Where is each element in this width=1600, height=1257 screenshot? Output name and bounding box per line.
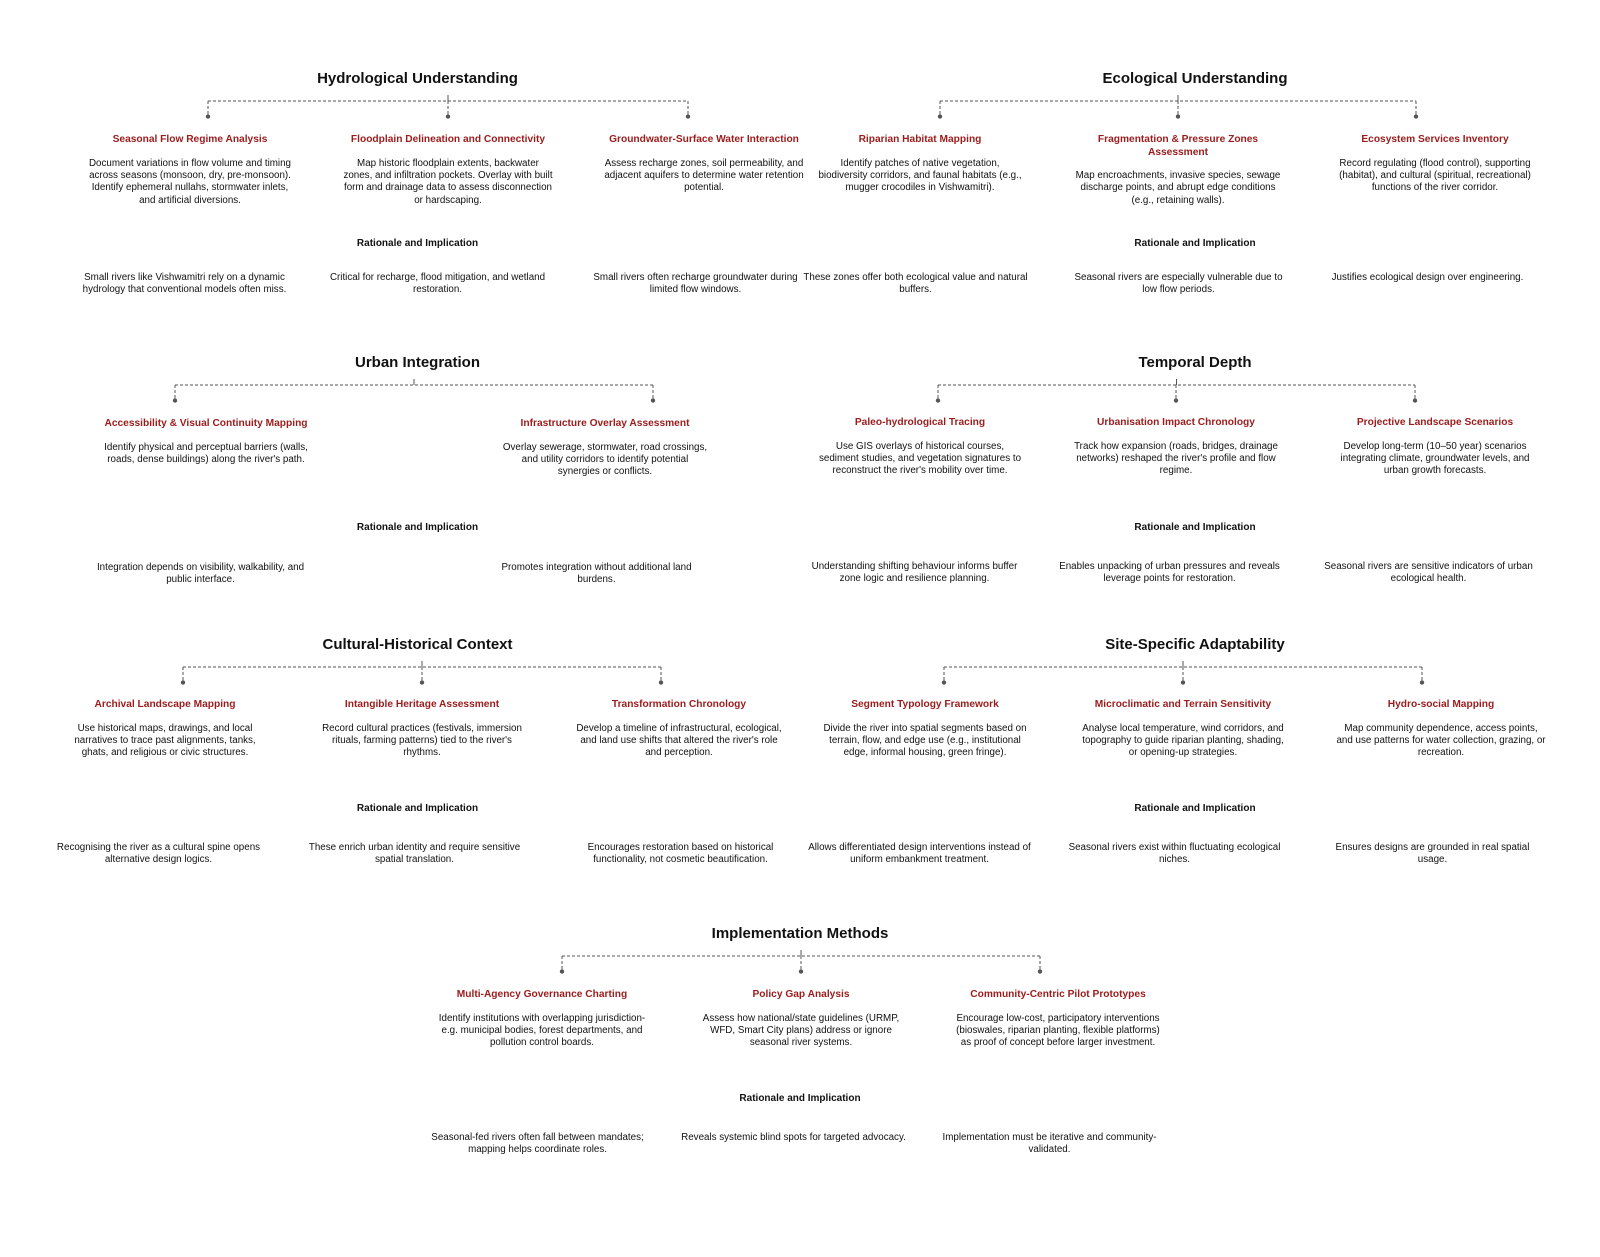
connector-node <box>799 969 803 973</box>
method-title: Fragmentation & Pressure Zones Assessment <box>1097 134 1259 158</box>
method-card <box>343 134 553 207</box>
method-description: Identify physical and perceptual barriers (walls, roads, dense buildings) along the river's path. <box>104 441 308 465</box>
implication-text: Small rivers often recharge groundwater during limited flow windows. <box>593 272 798 296</box>
method-card <box>437 989 647 1050</box>
implication-text: Implementation must be iterative and community-validated. <box>942 1132 1157 1156</box>
method-title: Microclimatic and Terrain Sensitivity <box>1094 699 1272 710</box>
method-card <box>1078 699 1288 760</box>
section-title: Ecological Understanding <box>1102 70 1288 87</box>
method-title: Paleo-hydrological Tracing <box>854 417 986 428</box>
implication-text: Seasonal rivers are sensitive indicators of urban ecological health. <box>1324 561 1533 585</box>
connector-node <box>1413 398 1417 402</box>
method-description: Identify patches of native vegetation, biodiversity corridors, and faunal habitats (e.g., mugger crocodiles in Vishwamitri). <box>818 157 1022 194</box>
section-1 <box>803 70 1575 360</box>
rationale-label: Rationale and Implication <box>1134 522 1256 533</box>
method-card <box>500 418 710 479</box>
method-title: Projective Landscape Scenarios <box>1356 417 1514 428</box>
method-title: Groundwater-Surface Water Interaction <box>609 134 799 145</box>
implication-text: These enrich urban identity and require sensitive spatial translation. <box>308 842 521 866</box>
method-card <box>317 699 527 760</box>
rationale-label: Rationale and Implication <box>1134 803 1256 814</box>
rationale-label: Rationale and Implication <box>739 1093 861 1104</box>
method-card <box>574 699 784 760</box>
section-title: Site-Specific Adaptability <box>1105 636 1285 653</box>
method-title: Ecosystem Services Inventory <box>1361 134 1509 145</box>
implication-text: Understanding shifting behaviour informs buffer zone logic and resilience planning. <box>811 561 1018 585</box>
implication-text: Integration depends on visibility, walkability, and public interface. <box>96 562 305 586</box>
connector-node <box>659 680 663 684</box>
implication-text: Encourages restoration based on historical functionality, not cosmetic beautification. <box>587 842 774 866</box>
section-2 <box>30 354 805 644</box>
connector-bracket <box>30 354 805 414</box>
method-title: Community-Centric Pilot Prototypes <box>970 989 1146 1000</box>
method-title: Floodplain Delineation and Connectivity <box>350 134 546 145</box>
method-card <box>1071 417 1281 478</box>
implication-text: Small rivers like Vishwamitri rely on a dynamic hydrology that conventional models often miss. <box>82 272 287 296</box>
implication-text: These zones offer both ecological value and natural buffers. <box>803 272 1028 296</box>
method-title: Segment Typology Framework <box>851 699 999 710</box>
method-description: Record regulating (flood control), supporting (habitat), and cultural (spiritual, recreational) functions of the river corridor. <box>1339 157 1531 194</box>
connector-node <box>173 398 177 402</box>
connector-node <box>1181 680 1185 684</box>
method-title: Multi-Agency Governance Charting <box>456 989 628 1000</box>
connector-bracket <box>815 354 1575 414</box>
method-description: Analyse local temperature, wind corridors, and topography to guide riparian planting, shading, or opening-up strategies. <box>1082 722 1284 759</box>
method-description: Develop a timeline of infrastructural, ecological, and land use shifts that altered the river's role and perception. <box>576 722 782 759</box>
implication-text: Reveals systemic blind spots for targeted advocacy. <box>681 1132 906 1143</box>
method-card <box>815 134 1025 195</box>
method-card <box>953 989 1163 1050</box>
method-description: Map community dependence, access points, and use patterns for water collection, grazing, or recreation. <box>1336 722 1546 759</box>
section-title: Temporal Depth <box>1138 354 1252 371</box>
method-card <box>101 418 311 466</box>
connector-node <box>686 114 690 118</box>
method-card <box>1330 417 1540 478</box>
connector-node <box>1038 969 1042 973</box>
connector-node <box>1176 114 1180 118</box>
method-card <box>60 699 270 760</box>
connector-node <box>1420 680 1424 684</box>
method-description: Map encroachments, invasive species, sewage discharge points, and abrupt edge conditions (e.g., retaining walls). <box>1075 170 1281 206</box>
method-description: Use historical maps, drawings, and local narratives to trace past alignments, tanks, ghats, and religious or civic structures. <box>74 722 256 759</box>
connector-node <box>1174 398 1178 402</box>
connector-bracket <box>30 636 805 696</box>
implication-text: Seasonal rivers exist within fluctuating ecological niches. <box>1068 842 1281 866</box>
implication-text: Justifies ecological design over engineering. <box>1331 272 1524 283</box>
connector-bracket <box>815 636 1575 696</box>
implication-text: Critical for recharge, flood mitigation, and wetland restoration. <box>329 272 546 296</box>
connector-node <box>181 680 185 684</box>
connector-node <box>651 398 655 402</box>
implication-text: Allows differentiated design interventions instead of uniform embankment treatment. <box>808 842 1031 866</box>
rationale-label: Rationale and Implication <box>356 803 479 814</box>
connector-node <box>560 969 564 973</box>
implication-text: Seasonal rivers are especially vulnerable due to low flow periods. <box>1074 272 1283 296</box>
implication-text: Promotes integration without additional land burdens. <box>501 562 692 586</box>
section-5 <box>808 636 1575 926</box>
section-title: Cultural-Historical Context <box>322 636 513 653</box>
method-title: Accessibility & Visual Continuity Mapping <box>104 418 308 429</box>
method-card <box>820 699 1030 760</box>
method-card <box>599 134 809 195</box>
connector-bracket <box>430 925 1170 985</box>
method-title: Archival Landscape Mapping <box>94 699 236 710</box>
method-card <box>1336 699 1546 760</box>
connector-bracket <box>815 70 1575 130</box>
section-title: Urban Integration <box>354 354 480 371</box>
method-title: Infrastructure Overlay Assessment <box>520 418 690 429</box>
method-description: Develop long-term (10–50 year) scenarios integrating climate, groundwater levels, and urban growth forecasts. <box>1340 440 1530 477</box>
method-description: Assess how national/state guidelines (URMP, WFD, Smart City plans) address or ignore seasonal river systems. <box>702 1012 900 1049</box>
section-6 <box>430 925 1170 1215</box>
connector-node <box>446 114 450 118</box>
rationale-label: Rationale and Implication <box>1134 238 1256 249</box>
method-description: Divide the river into spatial segments based on terrain, flow, and edge use (e.g., institutional edge, informal housing, green fringe). <box>823 722 1027 759</box>
method-description: Map historic floodplain extents, backwater zones, and infiltration pockets. Overlay with built form and drainage data to assess disconnection or hardscaping. <box>343 157 553 206</box>
connector-node <box>942 680 946 684</box>
method-card <box>85 134 295 207</box>
implication-text: Enables unpacking of urban pressures and reveals leverage points for restoration. <box>1059 561 1280 585</box>
method-description: Encourage low-cost, participatory interventions (bioswales, riparian planting, flexible platforms) as proof of concept before larger investment. <box>956 1012 1160 1049</box>
method-title: Seasonal Flow Regime Analysis <box>112 134 268 145</box>
section-title: Hydrological Understanding <box>317 70 518 87</box>
rationale-label: Rationale and Implication <box>356 238 479 249</box>
method-description: Track how expansion (roads, bridges, drainage networks) reshaped the river's profile and flow regime. <box>1074 440 1278 477</box>
method-title: Policy Gap Analysis <box>752 989 850 1000</box>
connector-node <box>206 114 210 118</box>
method-card <box>696 989 906 1050</box>
section-title: Implementation Methods <box>711 925 889 942</box>
method-title: Intangible Heritage Assessment <box>344 699 500 710</box>
connector-node <box>1414 114 1418 118</box>
implication-text: Ensures designs are grounded in real spatial usage. <box>1335 842 1530 866</box>
method-title: Hydro-social Mapping <box>1387 699 1495 710</box>
connector-bracket <box>30 70 805 130</box>
rationale-label: Rationale and Implication <box>356 522 479 533</box>
method-description: Document variations in flow volume and timing across seasons (monsoon, dry, pre-monsoon). Identify ephemeral nullahs, stormwater inlets, and artificial diversions. <box>88 157 292 206</box>
connector-node <box>420 680 424 684</box>
method-description: Use GIS overlays of historical courses, sediment studies, and vegetation signatures to reconstruct the river's mobility over time. <box>818 440 1022 477</box>
connector-node <box>938 114 942 118</box>
method-card <box>1330 134 1540 195</box>
method-title: Urbanisation Impact Chronology <box>1097 417 1255 428</box>
section-3 <box>811 354 1575 644</box>
method-card <box>1073 134 1283 207</box>
method-title: Riparian Habitat Mapping <box>858 134 982 145</box>
method-description: Overlay sewerage, stormwater, road crossings, and utility corridors to identify potential synergies or conflicts. <box>502 441 708 478</box>
section-4 <box>30 636 805 926</box>
implication-text: Seasonal-fed rivers often fall between mandates; mapping helps coordinate roles. <box>431 1132 644 1156</box>
method-card <box>815 417 1025 478</box>
section-0 <box>30 70 805 360</box>
implication-text: Recognising the river as a cultural spine opens alternative design logics. <box>56 842 261 866</box>
method-description: Record cultural practices (festivals, immersion rituals, farming patterns) tied to the river's rhythms. <box>322 722 522 759</box>
method-description: Assess recharge zones, soil permeability, and adjacent aquifers to determine water retention potential. <box>604 157 804 194</box>
method-description: Identify institutions with overlapping jurisdiction- e.g. municipal bodies, forest departments, and pollution control boards. <box>438 1012 646 1049</box>
connector-node <box>936 398 940 402</box>
method-title: Transformation Chronology <box>611 699 747 710</box>
